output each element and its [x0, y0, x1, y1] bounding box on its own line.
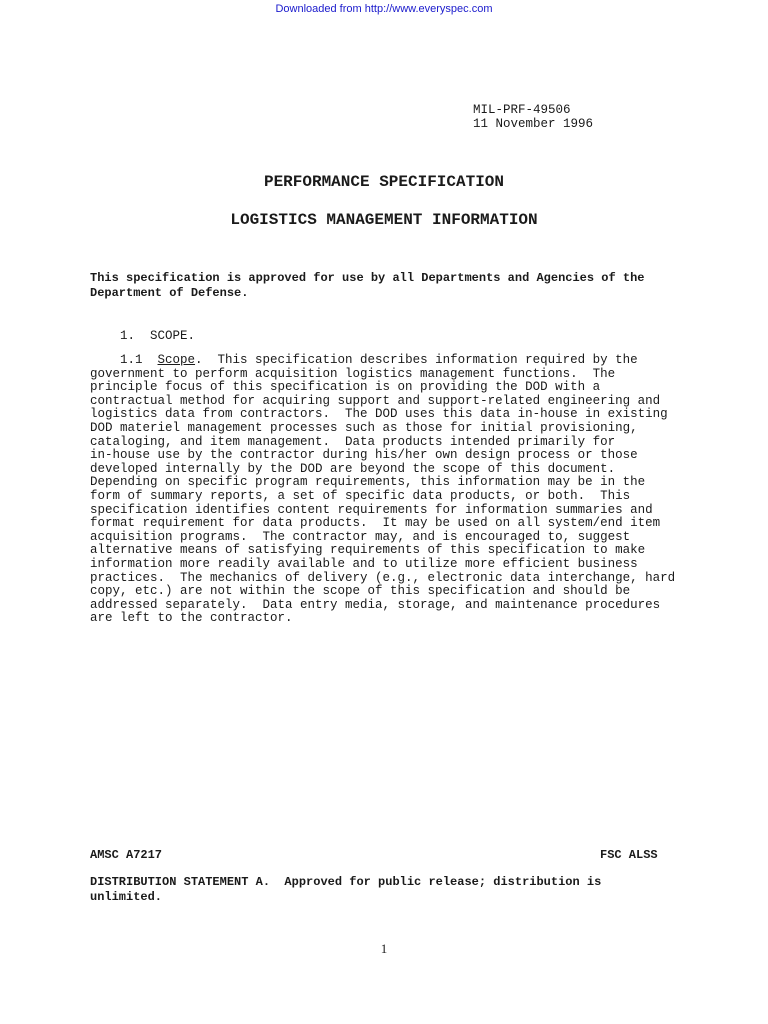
- download-banner: [0, 3, 768, 15]
- distribution-statement: [90, 875, 601, 904]
- scope-line: acquisition programs. The contractor may, and is encouraged to, suggest: [90, 529, 631, 544]
- scope-line: practices. The mechanics of delivery (e.g., electronic data interchange, hard: [90, 570, 676, 585]
- scope-number: 1.1: [90, 353, 158, 367]
- section-heading-scope: 1. SCOPE.: [90, 329, 196, 343]
- scope-line: cataloging, and item management. Data products intended primarily for: [90, 434, 616, 449]
- scope-line: principle focus of this specification is on providing the DOD with a: [90, 380, 601, 395]
- spec-date: 11 November 1996: [473, 117, 594, 131]
- scope-line: contractual method for acquiring support and support-related engineering and: [90, 393, 661, 408]
- document-title-primary: PERFORMANCE SPECIFICATION: [263, 173, 505, 191]
- scope-line: Depending on specific program requirements, this information may be in the: [90, 475, 646, 490]
- scope-line: are left to the contractor.: [90, 611, 293, 626]
- document-identifier: [473, 103, 593, 131]
- scope-line: in-house use by the contractor during his/her own design process or those: [90, 448, 638, 463]
- scope-line: information more readily available and to utilize more efficient business: [90, 556, 638, 571]
- scope-line: form of summary reports, a set of specific data products, or both. This: [90, 488, 631, 503]
- scope-line: specification identifies content requirements for information summaries and: [90, 502, 653, 517]
- spec-designation: MIL-PRF-49506: [473, 103, 571, 117]
- scope-first-line: . This specification describes information required by the: [195, 353, 638, 367]
- approval-statement: [90, 271, 690, 300]
- download-source-link[interactable]: Downloaded from http://www.everyspec.com: [275, 3, 493, 15]
- amsc-number: AMSC A7217: [90, 848, 163, 862]
- distribution-line: unlimited.: [90, 889, 163, 904]
- document-title-secondary: LOGISTICS MANAGEMENT INFORMATION: [230, 211, 538, 229]
- scope-line: alternative means of satisfying requirements of this specification to make: [90, 543, 646, 558]
- scope-line: addressed separately. Data entry media, storage, and maintenance procedures: [90, 597, 661, 612]
- approval-line: Department of Defense.: [90, 285, 249, 300]
- scope-line: DOD materiel management processes such as those for initial provisioning,: [90, 420, 638, 435]
- fsc-code: FSC ALSS: [600, 848, 658, 862]
- scope-line: copy, etc.) are not within the scope of this specification and should be: [90, 584, 631, 599]
- distribution-line: DISTRIBUTION STATEMENT A. Approved for public release; distribution is: [90, 875, 602, 889]
- scope-paragraph: [90, 354, 675, 626]
- scope-line: government to perform acquisition logistics management functions. The: [90, 366, 616, 381]
- approval-line: This specification is approved for use by all Departments and Agencies of the: [90, 271, 645, 285]
- scope-line: logistics data from contractors. The DOD uses this data in-house in existing: [90, 407, 668, 422]
- scope-label: Scope: [157, 353, 196, 367]
- page-number: 1: [380, 941, 388, 956]
- scope-line: format requirement for data products. It may be used on all system/end item: [90, 516, 661, 531]
- scope-line: developed internally by the DOD are beyond the scope of this document.: [90, 461, 616, 476]
